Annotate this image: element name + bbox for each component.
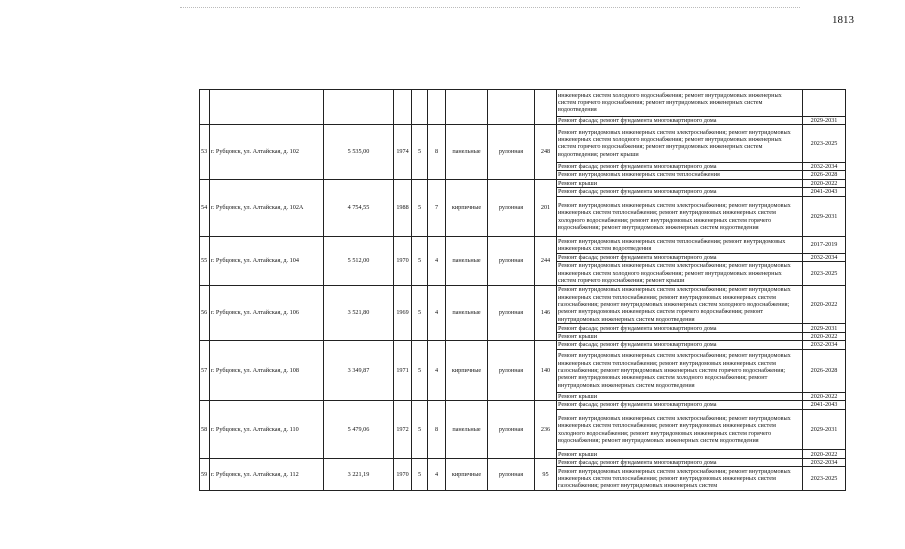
work-period: 2020-2022 xyxy=(803,332,846,340)
entrance-count: 4 xyxy=(428,458,446,490)
work-period: 2026-2028 xyxy=(803,349,846,392)
floor-count: 5 xyxy=(412,237,428,285)
build-year: 1974 xyxy=(394,124,412,179)
work-period: 2023-2025 xyxy=(803,467,846,491)
table-row xyxy=(200,237,846,253)
resident-count: 248 xyxy=(535,124,557,179)
table-row xyxy=(200,90,846,117)
building-area: 5 512,00 xyxy=(324,237,394,285)
floor-count: 5 xyxy=(412,285,428,341)
building-address: г. Рубцовск, ул. Алтайская, д. 112 xyxy=(210,458,324,490)
work-period: 2020-2022 xyxy=(803,285,846,324)
building-area: 5 535,00 xyxy=(324,124,394,179)
work-description: Ремонт фасада; ремонт фундамента многоквартирного дома xyxy=(557,458,803,466)
work-description: Ремонт фасада; ремонт фундамента многоквартирного дома xyxy=(557,188,803,196)
work-description: Ремонт внутридомовых инженерных систем электроснабжения; ремонт внутридомовых инженерных систем теплоснабжения; ремонт внутридомовых инженерных систем газоснабжения; ремонт внутридомовых инженерных систем холодного водоснабжения; ремонт внутридомовых инженерных систем горячего водоснабжения; ремонт внутридомовых инженерных систем водоотведения xyxy=(557,285,803,324)
page-number: 1813 xyxy=(832,14,854,26)
work-description: Ремонт крыши xyxy=(557,450,803,458)
building-address: г. Рубцовск, ул. Алтайская, д. 108 xyxy=(210,341,324,401)
roof-type: рулонная xyxy=(488,124,535,179)
scan-edge-line xyxy=(180,7,800,8)
roof-type: рулонная xyxy=(488,237,535,285)
resident-count: 140 xyxy=(535,341,557,401)
empty-walls-cell xyxy=(446,90,488,125)
table-row xyxy=(200,401,846,409)
work-description: Ремонт фасада; ремонт фундамента многоквартирного дома xyxy=(557,162,803,170)
table-row xyxy=(200,179,846,187)
entrance-count: 4 xyxy=(428,237,446,285)
work-description: Ремонт внутридомовых инженерных систем электроснабжения; ремонт внутридомовых инженерных систем холодного водоснабжения; ремонт внутридомовых инженерных систем горячего водоснабжения; ремонт крыши xyxy=(557,262,803,285)
work-description: Ремонт фасада; ремонт фундамента многоквартирного дома xyxy=(557,401,803,409)
wall-material: панельные xyxy=(446,401,488,459)
wall-material: панельные xyxy=(446,285,488,341)
wall-material: кирпичные xyxy=(446,179,488,237)
floor-count: 5 xyxy=(412,179,428,237)
empty-address-cell xyxy=(210,90,324,125)
table-row xyxy=(200,124,846,162)
work-period: 2032-2034 xyxy=(803,341,846,349)
work-period: 2032-2034 xyxy=(803,253,846,261)
work-description: Ремонт крыши xyxy=(557,332,803,340)
entrance-count: 7 xyxy=(428,179,446,237)
work-description: Ремонт внутридомовых инженерных систем электроснабжения; ремонт внутридомовых инженерных систем теплоснабжения; ремонт внутридомовых инженерных систем холодного водоснабжения; ремонт внутридомовых инженерных систем горячего водоснабжения; ремонт внутридомовых инженерных систем водоотведения xyxy=(557,196,803,237)
work-period: 2041-2043 xyxy=(803,401,846,409)
capital-repair-table xyxy=(199,89,846,491)
work-description: Ремонт внутридомовых инженерных систем электроснабжения; ремонт внутридомовых инженерных систем теплоснабжения; ремонт внутридомовых инженерных систем газоснабжения; ремонт внутридомовых инженерных систем горячего водоснабжения; ремонт внутридомовых инженерных систем холодного водоснабжения; ремонт внутридомовых инженерных систем водоотведения xyxy=(557,349,803,392)
build-year: 1972 xyxy=(394,401,412,459)
entrance-count: 4 xyxy=(428,285,446,341)
table-row xyxy=(200,341,846,349)
wall-material: кирпичные xyxy=(446,341,488,401)
table-row xyxy=(200,285,846,324)
table-body xyxy=(200,90,846,491)
roof-type: рулонная xyxy=(488,458,535,490)
empty-area-cell xyxy=(324,90,394,125)
row-number: 55 xyxy=(200,237,210,285)
build-year: 1971 xyxy=(394,341,412,401)
wall-material: кирпичные xyxy=(446,458,488,490)
build-year: 1970 xyxy=(394,237,412,285)
floor-count: 5 xyxy=(412,124,428,179)
building-area: 3 521,80 xyxy=(324,285,394,341)
row-number: 59 xyxy=(200,458,210,490)
floor-count: 5 xyxy=(412,401,428,459)
work-period: 2041-2043 xyxy=(803,188,846,196)
row-number: 53 xyxy=(200,124,210,179)
work-period: 2026-2028 xyxy=(803,171,846,179)
building-address: г. Рубцовск, ул. Алтайская, д. 110 xyxy=(210,401,324,459)
building-address: г. Рубцовск, ул. Алтайская, д. 104 xyxy=(210,237,324,285)
work-description: Ремонт внутридомовых инженерных систем электроснабжения; ремонт внутридомовых инженерных систем теплоснабжения; ремонт внутридомовых инженерных систем газоснабжения; ремонт внутридомовых инженерных систем xyxy=(557,467,803,491)
work-period: 2017-2019 xyxy=(803,237,846,253)
empty-entrances-cell xyxy=(428,90,446,125)
building-area: 3 349,87 xyxy=(324,341,394,401)
row-number: 56 xyxy=(200,285,210,341)
floor-count: 5 xyxy=(412,341,428,401)
work-period: 2029-2031 xyxy=(803,196,846,237)
work-period: 2020-2022 xyxy=(803,392,846,400)
empty-amount-cell xyxy=(535,90,557,125)
work-description: инженерных систем холодного водоснабжения; ремонт внутридомовых инженерных систем горячего водоснабжения; ремонт внутридомовых инженерных систем водоотведения xyxy=(557,90,803,117)
work-description: Ремонт фасада; ремонт фундамента многоквартирного дома xyxy=(557,341,803,349)
building-address: г. Рубцовск, ул. Алтайская, д. 106 xyxy=(210,285,324,341)
floor-count: 5 xyxy=(412,458,428,490)
work-period: 2032-2034 xyxy=(803,162,846,170)
work-period: 2029-2031 xyxy=(803,409,846,450)
work-description: Ремонт фасада; ремонт фундамента многоквартирного дома xyxy=(557,324,803,332)
roof-type: рулонная xyxy=(488,285,535,341)
empty-floors-cell xyxy=(412,90,428,125)
roof-type: рулонная xyxy=(488,401,535,459)
building-address: г. Рубцовск, ул. Алтайская, д. 102А xyxy=(210,179,324,237)
building-area: 5 479,06 xyxy=(324,401,394,459)
row-number: 57 xyxy=(200,341,210,401)
wall-material: панельные xyxy=(446,237,488,285)
row-number: 54 xyxy=(200,179,210,237)
work-description: Ремонт внутридомовых инженерных систем теплоснабжения; ремонт внутридомовых инженерных систем водоотведения xyxy=(557,237,803,253)
build-year: 1970 xyxy=(394,458,412,490)
work-description: Ремонт внутридомовых инженерных систем электроснабжения; ремонт внутридомовых инженерных систем теплоснабжения; ремонт внутридомовых инженерных систем холодного водоснабжения; ремонт внутридомовых инженерных систем горячего водоснабжения; ремонт внутридомовых инженерных систем водоотведения xyxy=(557,409,803,450)
roof-type: рулонная xyxy=(488,179,535,237)
work-period: 2020-2022 xyxy=(803,179,846,187)
build-year: 1969 xyxy=(394,285,412,341)
resident-count: 236 xyxy=(535,401,557,459)
wall-material: панельные xyxy=(446,124,488,179)
resident-count: 95 xyxy=(535,458,557,490)
work-period: 2020-2022 xyxy=(803,450,846,458)
roof-type: рулонная xyxy=(488,341,535,401)
work-period: 2029-2031 xyxy=(803,116,846,124)
work-description: Ремонт фасада; ремонт фундамента многоквартирного дома xyxy=(557,116,803,124)
work-description: Ремонт внутридомовых инженерных систем теплоснабжения xyxy=(557,171,803,179)
building-address: г. Рубцовск, ул. Алтайская, д. 102 xyxy=(210,124,324,179)
building-area: 3 221,19 xyxy=(324,458,394,490)
build-year: 1988 xyxy=(394,179,412,237)
work-description: Ремонт крыши xyxy=(557,179,803,187)
work-period: 2029-2031 xyxy=(803,324,846,332)
row-number: 58 xyxy=(200,401,210,459)
work-description: Ремонт фасада; ремонт фундамента многоквартирного дома xyxy=(557,253,803,261)
entrance-count: 8 xyxy=(428,124,446,179)
work-period: 2023-2025 xyxy=(803,262,846,285)
work-description: Ремонт крыши xyxy=(557,392,803,400)
empty-no-cell xyxy=(200,90,210,125)
building-area: 4 754,55 xyxy=(324,179,394,237)
table-row xyxy=(200,458,846,466)
resident-count: 201 xyxy=(535,179,557,237)
work-period xyxy=(803,90,846,117)
empty-roof-cell xyxy=(488,90,535,125)
work-description: Ремонт внутридомовых инженерных систем электроснабжения; ремонт внутридомовых инженерных систем холодного водоснабжения; ремонт внутридомовых инженерных систем горячего водоснабжения; ремонт внутридомовых инженерных систем водоотведения; ремонт крыши xyxy=(557,124,803,162)
entrance-count: 8 xyxy=(428,401,446,459)
work-period: 2023-2025 xyxy=(803,124,846,162)
resident-count: 244 xyxy=(535,237,557,285)
resident-count: 146 xyxy=(535,285,557,341)
work-period: 2032-2034 xyxy=(803,458,846,466)
empty-year-cell xyxy=(394,90,412,125)
entrance-count: 4 xyxy=(428,341,446,401)
